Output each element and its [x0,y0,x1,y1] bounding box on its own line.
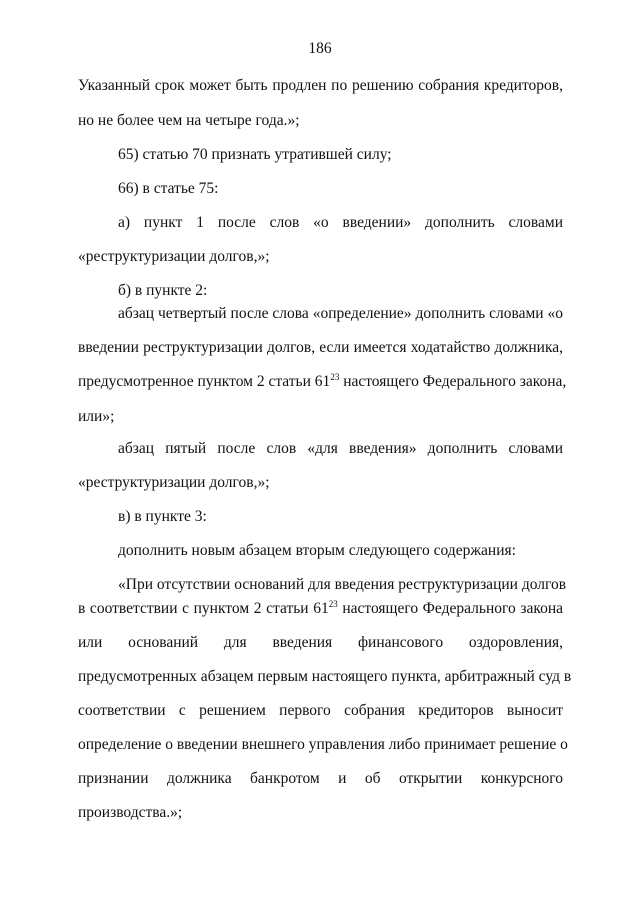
text-line: 66) в статье 75: [118,180,219,197]
text-line: но не более чем на четыре года.»; [78,112,300,129]
text-line: «реструктуризации долгов,»; [78,474,270,491]
text-line: определение о введении внешнего управления либо принимает решение о [78,736,568,753]
text-line: введении реструктуризации долгов, если имеется ходатайство должника, [78,339,563,356]
text-line: абзац четвертый после слова «определение» дополнить словами «о [118,305,563,322]
text-fragment: настоящего Федерального закона [337,600,563,617]
text-line: дополнить новым абзацем вторым следующего содержания: [118,542,516,559]
text-line: производства.»; [78,804,183,821]
text-line: 65) статью 70 признать утратившей силу; [118,146,392,163]
text-fragment: в соответствии с пунктом 2 статьи 61 [78,600,329,617]
text-line [78,372,567,391]
text-line: б) в пункте 2: [118,282,208,299]
text-line: «реструктуризации долгов,»; [78,248,270,265]
text-line: предусмотренных абзацем первым настоящего пункта, арбитражный суд в [78,668,572,685]
text-line: или оснований для введения финансового оздоровления, [78,634,563,651]
text-line: Указанный срок может быть продлен по решению собрания кредиторов, [78,77,563,94]
page-number: 186 [308,40,332,57]
text-line: признании должника банкротом и об открытии конкурсного [78,770,563,787]
text-line: «При отсутствии оснований для введения реструктуризации долгов [118,576,567,593]
text-line: или»; [78,408,115,425]
text-line: абзац пятый после слов «для введения» дополнить словами [118,440,563,457]
text-line: в) в пункте 3: [118,508,207,525]
text-line [78,600,563,618]
superscript: 23 [328,599,338,609]
text-line: соответствии с решением первого собрания кредиторов выносит [78,702,563,719]
text-line: а) пункт 1 после слов «о введении» дополнить словами [118,214,563,231]
text-fragment: предусмотренное пунктом 2 статьи 61 [78,373,331,390]
superscript: 23 [330,372,340,382]
text-fragment: настоящего Федерального закона, [339,373,567,390]
